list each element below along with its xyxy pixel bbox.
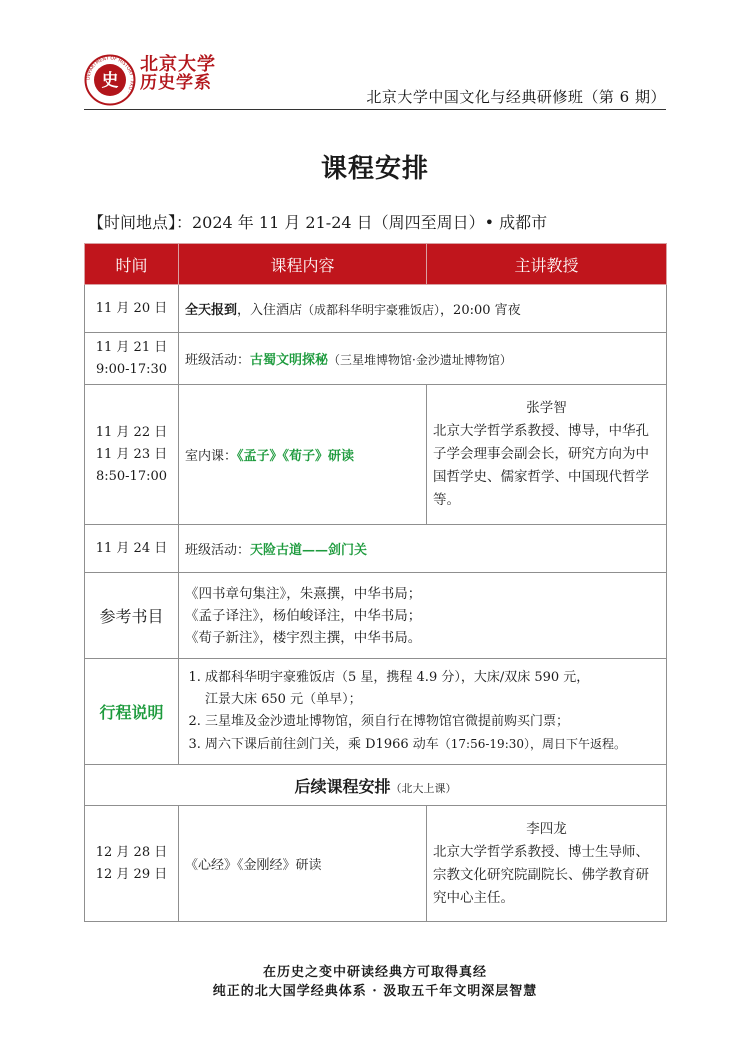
references-label: 参考书目 [85,573,179,659]
table-row [85,806,667,922]
followup-title: 后续课程安排（北大上课） [85,765,667,806]
header-divider [84,109,666,110]
logo-line-1: 北京大学 [140,54,216,75]
row-content: 全天报到，入住酒店（成都科华明宇豪雅饭店），20:00 宵夜 [179,285,667,333]
table-header-row [85,244,667,285]
department-logo [84,54,136,106]
list-item: 1. 成都科华明宇豪雅饭店（5 星，携程 4.9 分），大床/双床 590 元， 江景大床 650 元（单早）； [205,667,660,711]
professor-cell [427,806,667,922]
row-content: 班级活动：古蜀文明探秘（三星堆博物馆·金沙遗址博物馆） [179,333,667,385]
travel-label: 行程说明 [85,659,179,765]
row-date: 12 月 28 日 12 月 29 日 [85,806,179,922]
footer-slogan-1: 在历史之变中研读经典方可取得真经 [262,965,487,980]
header-content: 课程内容 [179,244,427,285]
table-row [85,333,667,385]
professor-name: 张学智 [526,400,567,416]
list-item: 3. 周六下课后前往剑门关，乘 D1966 动车（17:56-19:30），周日下午返程。 [205,733,660,756]
list-item: 2. 三星堆及金沙遗址博物馆，须自行在博物馆官微提前购买门票； [205,711,660,733]
travel-row [85,659,667,765]
professor-bio: 北京大学哲学系教授、博导，中华孔子学会理事会副会长，研究方向为中国哲学史、儒家哲学、中国现代哲学等。 [433,423,649,508]
svg-text:DEPARTMENT OF HISTORY · PKU ·: DEPARTMENT OF HISTORY · PKU · [86,56,134,94]
professor-bio: 北京大学哲学系教授、博士生导师、宗教文化研究院副院长、佛学教育研究中心主任。 [433,843,649,906]
table-row [85,385,667,525]
references-row [85,573,667,659]
row-content: 班级活动：天险古道——剑门关 [179,525,667,573]
row-date: 11 月 21 日 9:00-17:30 [85,333,179,385]
logo-line-2: 历史学系 [140,72,212,93]
travel-notes [179,659,667,765]
schedule-table [84,243,667,922]
header-professor: 主讲教授 [427,244,667,285]
list-item: 《四书章句集注》，朱熹撰，中华书局； [185,585,422,602]
row-content: 《心经》《金刚经》研读 [179,806,427,922]
professor-name: 李四龙 [526,820,567,837]
list-item: 《荀子新注》，楼宇烈主撰，中华书局。 [185,629,422,646]
professor-cell [427,385,667,525]
header-time: 时间 [85,244,179,285]
department-name [140,56,216,93]
table-row [85,285,667,333]
references-list [179,573,667,659]
row-date: 11 月 24 日 [85,525,179,573]
row-content: 室内课：《孟子》《荀子》研读 [179,385,427,525]
followup-header-row [85,765,667,806]
list-item: 《孟子译注》，杨伯峻译注，中华书局； [185,607,422,624]
program-title: 北京大学中国文化与经典研修班（第 6 期） [366,88,666,106]
row-date: 11 月 22 日 11 月 23 日 8:50-17:00 [85,385,179,525]
page-title: 课程安排 [320,154,429,184]
time-place: 【时间地点】：2024 年 11 月 21-24 日（周四至周日）• 成都市 [88,213,548,232]
footer-slogan-2: 纯正的北大国学经典体系 · 汲取五千年文明深层智慧 [212,984,538,999]
row-date: 11 月 20 日 [85,285,179,333]
table-row [85,525,667,573]
svg-text:史: 史 [101,71,119,91]
